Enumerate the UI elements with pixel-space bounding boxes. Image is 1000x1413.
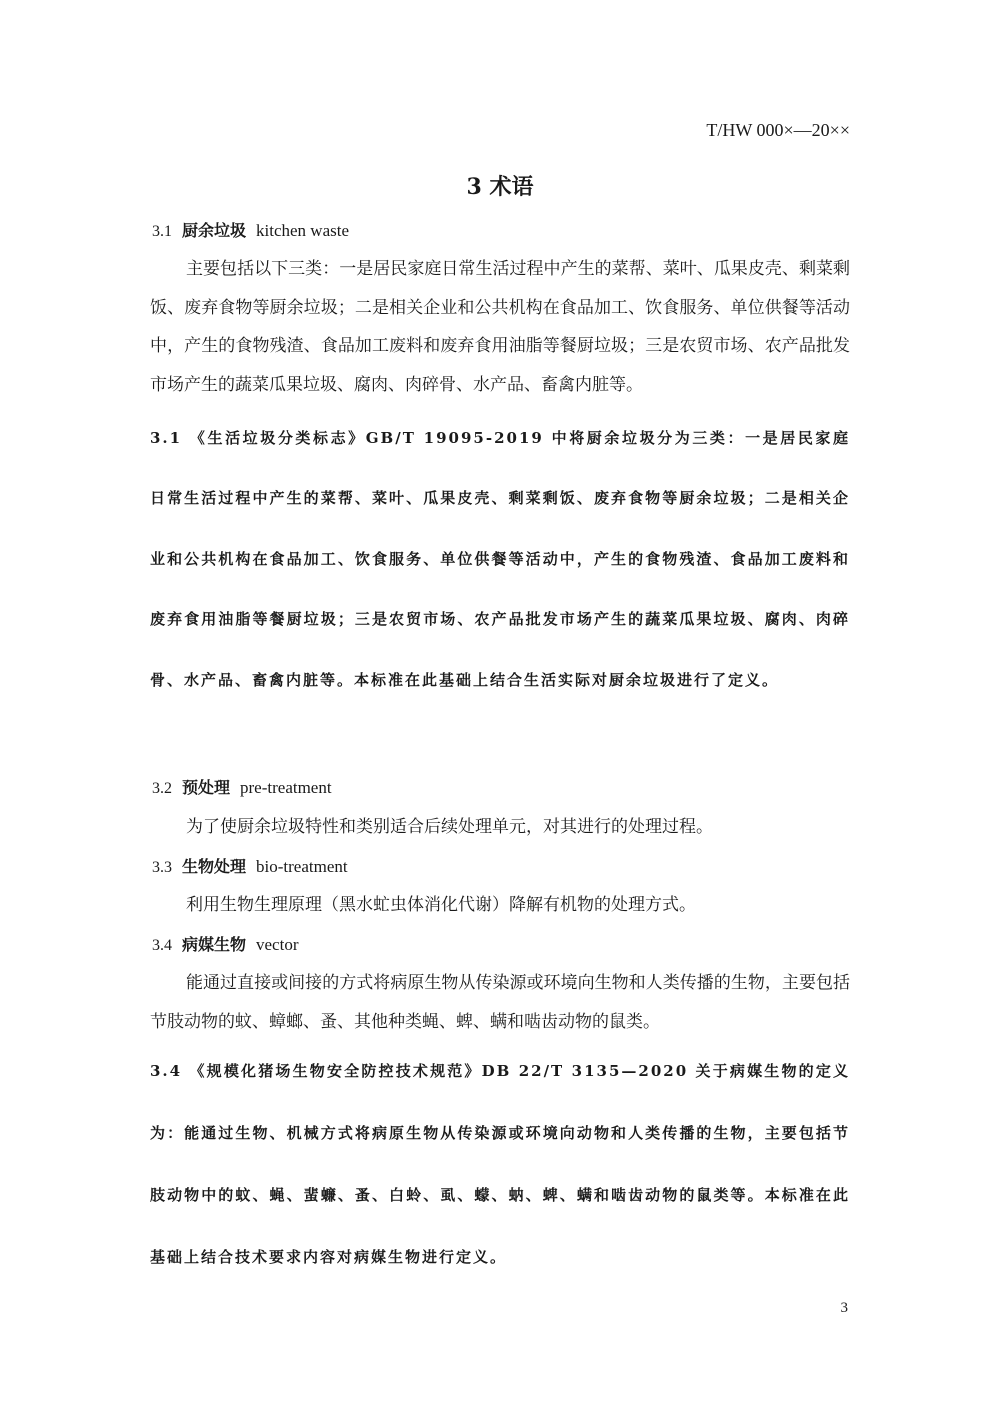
- term-name-en: vector: [256, 935, 299, 954]
- term-definition: 能通过直接或间接的方式将病原生物从传染源或环境向生物和人类传播的生物，主要包括节肢动物的蚊、蟑螂、蚤、其他种类蝇、蜱、螨和啮齿动物的鼠类。: [150, 973, 850, 1032]
- term-heading-bio-treatment: [152, 856, 348, 879]
- term-heading-kitchen-waste: [152, 220, 349, 243]
- term-definition: 主要包括以下三类：一是居民家庭日常生活过程中产生的菜帮、菜叶、瓜果皮壳、剩菜剩饭、废弃食物等厨余垃圾；二是相关企业和公共机构在食品加工、饮食服务、单位供餐等活动中，产生的食物残渣、食品加工废料和废弃食用油脂等餐厨垃圾；三是农贸市场、农产品批发市场产生的蔬菜瓜果垃圾、腐肉、肉碎骨、水产品、畜禽内脏等。: [150, 259, 850, 395]
- term-heading-vector: [152, 934, 299, 957]
- term-number: 3.3: [152, 859, 172, 876]
- term-name-zh: 预处理: [182, 778, 231, 797]
- term-definition: 为了使厨余垃圾特性和类别适合后续处理单元，对其进行的处理过程。: [186, 817, 713, 837]
- term-name-en: bio-treatment: [256, 857, 348, 876]
- term-name-en: pre-treatment: [240, 778, 332, 797]
- term-definition: 利用生物生理原理（黑水虻虫体消化代谢）降解有机物的处理方式。: [186, 895, 696, 915]
- document-code: T/HW 000×—20××: [706, 120, 850, 140]
- term-name-en: kitchen waste: [256, 221, 350, 240]
- term-name-zh: 病媒生物: [182, 935, 247, 954]
- page-number: 3: [840, 1300, 848, 1316]
- term-number: 3.4: [152, 937, 172, 954]
- term-number: 3.2: [152, 780, 172, 797]
- term-note: 3.1 《生活垃圾分类标志》GB/T 19095-2019 中将厨余垃圾分为三类：一是居民家庭日常生活过程中产生的菜帮、菜叶、瓜果皮壳、剩菜剩饭、废弃食物等厨余垃圾；二是相关企业和公共机构在食品加工、饮食服务、单位供餐等活动中，产生的食物残渣、食品加工废料和废弃食用油脂等餐厨垃圾；三是农贸市场、农产品批发市场产生的蔬菜瓜果垃圾、腐肉、肉碎骨、水产品、畜禽内脏等。本标准在此基础上结合生活实际对厨余垃圾进行了定义。: [150, 429, 850, 689]
- term-note: 3.4 《规模化猪场生物安全防控技术规范》DB 22/T 3135—2020 关于病媒生物的定义为：能通过生物、机械方式将病原生物从传染源或环境向动物和人类传播的生物，主要包括节肢动物中的蚊、蝇、蜚蠊、蚤、白蛉、虱、蠓、蚋、蜱、螨和啮齿动物的鼠类等。本标准在此基础上结合技术要求内容对病媒生物进行定义。: [150, 1062, 850, 1266]
- term-name-zh: 生物处理: [182, 857, 247, 876]
- term-heading-pre-treatment: [152, 777, 332, 800]
- section-title: 3 术语: [466, 174, 534, 200]
- term-number: 3.1: [152, 223, 172, 240]
- term-name-zh: 厨余垃圾: [182, 221, 247, 240]
